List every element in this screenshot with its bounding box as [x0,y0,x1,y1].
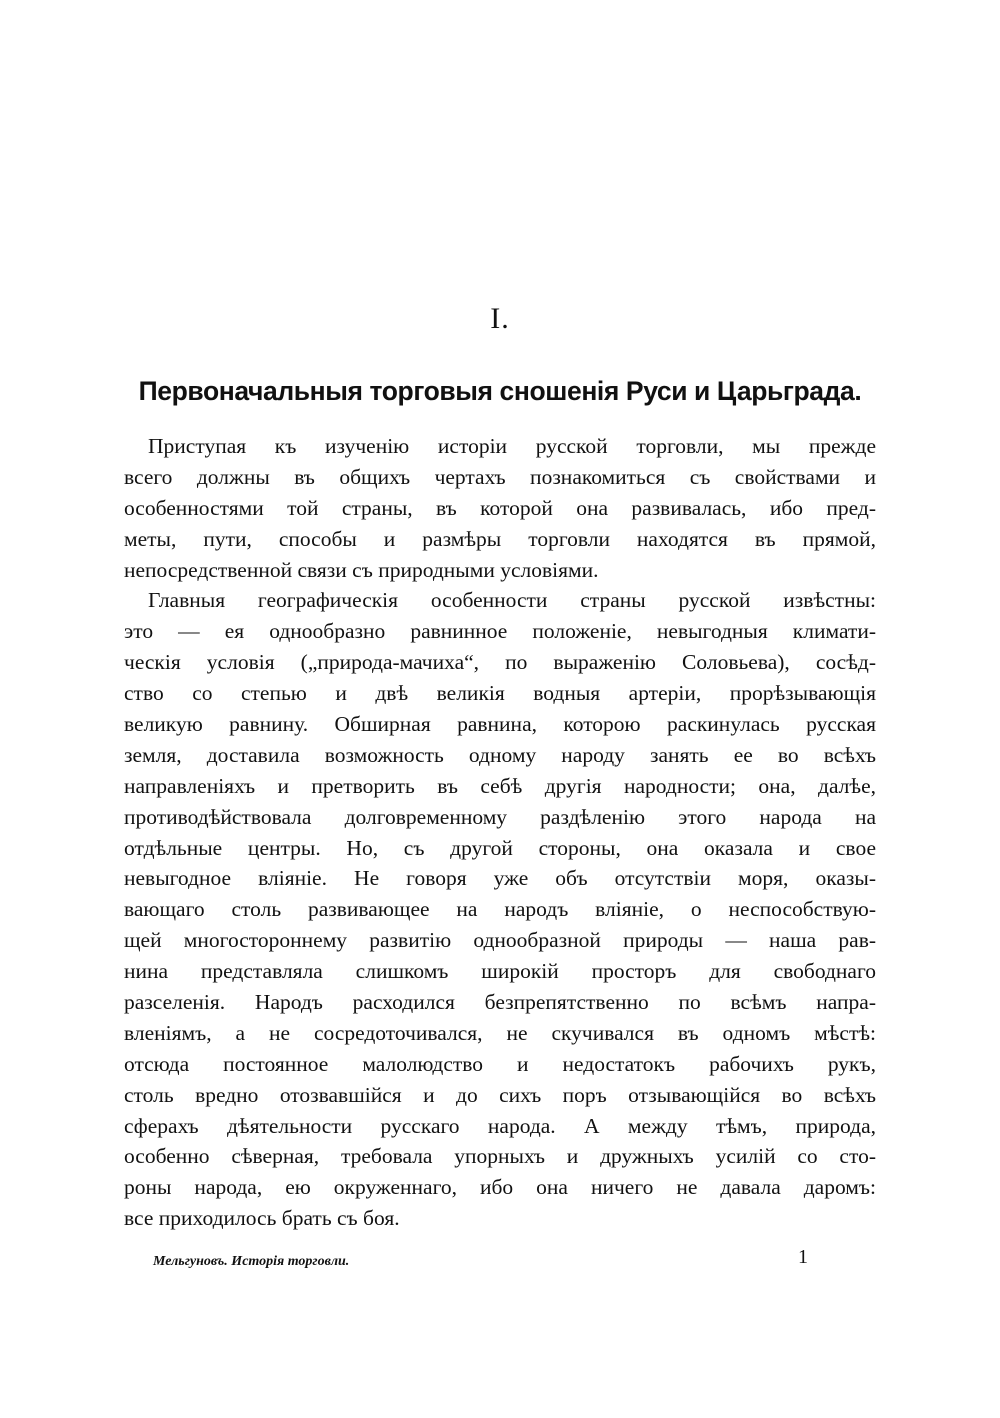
text-line: земля, доставила возможность одному народу занять ее во всѣхъ [124,742,876,767]
text-line: противодѣйствовала долговременному раздѣленію этого народа на [124,804,876,829]
body-text [124,431,876,1234]
text-line: нина представляла слишкомъ широкій просторъ для свободнаго [124,959,876,984]
chapter-title: Первоначальныя торговыя сношенія Руси и Царьграда. [138,376,862,406]
text-line: столь вредно отозвавшійся и до сихъ поръ отзывающійся во всѣхъ [124,1082,876,1107]
text-line: отсюда постоянное малолюдство и недостатокъ рабочихъ рукъ, [124,1051,876,1076]
text-line: все приходилось брать съ боя. [124,1206,400,1231]
text-line: вающаго столь развивающее на народъ вліяніе, о неспособствую- [124,897,876,922]
text-line: всего должны въ общихъ чертахъ познакомиться съ свойствами и [124,464,876,489]
text-line: это — ея однообразно равнинное положеніе, невыгодныя климати- [124,619,876,644]
text-line: меты, пути, способы и размѣры торговли находятся въ прямой, [124,526,876,551]
text-line: великую равнину. Обширная равнина, которою раскинулась русская [124,712,876,737]
text-line: вленіямъ, а не сосредоточивался, не скучивался въ одномъ мѣстѣ: [124,1020,876,1045]
text-line: особенно сѣверная, требовала упорныхъ и дружныхъ усилій со сто- [124,1144,876,1169]
page-number: 1 [798,1246,808,1268]
text-line: непосредственной связи съ природными условіями. [124,557,599,582]
chapter-numeral: I. [490,302,510,335]
text-line: Главныя географическія особенности страны русской извѣстны: [148,588,876,613]
footer-signature: Мельгуновъ. Исторія торговли. [153,1254,350,1269]
text-line: особенностями той страны, въ которой она развивалась, ибо пред- [124,495,876,520]
text-line: ство со степью и двѣ великія водныя артеріи, прорѣзывающія [124,681,876,706]
text-line: щей многостороннему развитію однообразной природы — наша рав- [124,928,876,953]
text-line: роны народа, ею окруженнаго, ибо она ничего не давала даромъ: [124,1175,876,1200]
text-line: Приступая къ изученію исторіи русской торговли, мы прежде [148,434,876,458]
text-line: отдѣльные центры. Но, съ другой стороны, она оказала и свое [124,835,876,860]
text-line: разселенія. Народъ расходился безпрепятственно по всѣмъ напра- [124,990,876,1015]
text-line: сферахъ дѣятельности русскаго народа. А между тѣмъ, природа, [124,1113,876,1138]
text-line: ческія условія („природа-мачиха“, по выраженію Соловьева), сосѣд- [124,650,876,675]
text-line: направленіяхъ и претворить въ себѣ другія народности; она, далѣе, [124,773,876,798]
text-line: невыгодное вліяніе. Не говоря уже объ отсутствіи моря, оказы- [124,866,876,891]
